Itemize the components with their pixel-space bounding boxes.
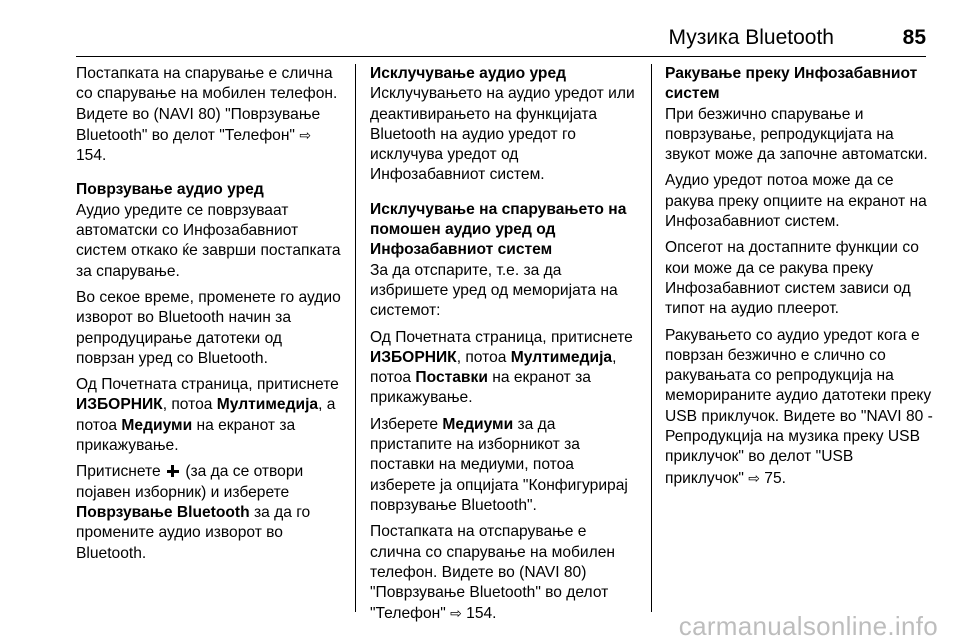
column-1 <box>76 64 344 570</box>
paragraph: Ракувањето со аудио уредот кога е поврзан безжично е слично со ракувањата со репродукција на меморираните аудио датотеки преку USB приклучок. Видете во "NAVI 80 - Репродукција на музика преку USB приклучок" во делот "USB приклучок" ⇨ 75. <box>665 326 933 487</box>
section-heading: Исклучување аудио уред <box>370 65 567 82</box>
paragraph: За да отспарите, т.е. за да избришете уред од меморијата на системот: <box>370 261 618 320</box>
section-heading: Поврзување аудио уред <box>76 181 264 199</box>
paragraph: Од Почетната страница, притиснете ИЗБОРНИК, потоа Мултимедија, а потоа Медиуми на екранот за прикажување. <box>76 376 339 455</box>
paragraph: Од Почетната страница, притиснете ИЗБОРНИК, потоа Мултимедија, потоа Поставки на екранот за прикажување. <box>370 328 633 407</box>
paragraph: Аудио уредите се поврзуваат автоматски со Инфозабавниот систем откако ќе заврши постапката за спарување. <box>76 201 341 280</box>
column-3 <box>665 64 933 495</box>
paragraph: Во секое време, променете го аудио изворот во Bluetooth начин за репродуцирање датотеки од поврзан уред со Bluetooth. <box>76 288 341 367</box>
section-heading: Ракување преку Инфозабавниот систем <box>665 65 918 103</box>
column-divider <box>651 64 652 612</box>
page-number: 85 <box>902 26 926 49</box>
paragraph: Изберете Медиуми за да пристапите на изборникот за поставки на медиуми, потоа изберете ја опцијата "Конфигурирај поврзување Bluetooth". <box>370 415 628 514</box>
menu-label: Мултимедија <box>510 348 613 366</box>
page-header <box>76 24 926 57</box>
page-title: Музика Bluetooth <box>668 26 834 49</box>
watermark: carmanualsonline.info <box>678 611 938 641</box>
paragraph: Аудио уредот потоа може да се ракува преку опциите на екранот на Инфозабавниот систем. <box>665 172 927 231</box>
menu-label: Поврзување Bluetooth <box>76 503 250 521</box>
plus-icon <box>167 465 179 477</box>
paragraph: Притиснете (за да се отвори појавен изборник) и изберете Поврзување Bluetooth за да го промените аудио изворот во Bluetooth. <box>76 463 311 562</box>
paragraph: Постапката на спарување е слична со спарување на мобилен телефон. Видете во (NAVI 80) "Поврзување Bluetooth" во делот "Телефон" ⇨ 154. <box>76 65 338 165</box>
section-heading: Исклучување на спарувањето на помошен аудио уред од Инфозабавниот систем <box>370 200 627 259</box>
column-2 <box>370 64 638 631</box>
menu-label: Поставки <box>415 369 488 387</box>
menu-label: Медиуми <box>121 416 193 434</box>
page-ref-arrow-icon: ⇨ <box>299 126 312 143</box>
paragraph: При безжично спарување и поврзување, репродукцијата на звукот може да започне автоматски. <box>665 105 928 164</box>
column-divider <box>355 64 356 612</box>
page-ref-arrow-icon: ⇨ <box>450 605 462 622</box>
menu-label: Медиуми <box>442 415 514 433</box>
paragraph: Опсегот на достапните функции со кои може да се ракува преку Инфозабавниот систем зависи од типот на аудио плеерот. <box>665 239 919 318</box>
menu-label: ИЗБОРНИК <box>76 396 163 414</box>
menu-label: ИЗБОРНИК <box>370 348 457 366</box>
page-ref-arrow-icon: ⇨ <box>748 469 760 486</box>
paragraph: Исклучувањето на аудио уредот или деактивирањето на функцијата Bluetooth на аудио уредот го исклучува уредот од Инфозабавниот систем. <box>370 85 635 184</box>
menu-label: Мултимедија <box>216 396 319 414</box>
paragraph: Постапката на отспарување е слична со спарување на мобилен телефон. Видете во (NAVI 80) "Поврзување Bluetooth" во делот "Телефон" ⇨ 154. <box>370 523 616 623</box>
